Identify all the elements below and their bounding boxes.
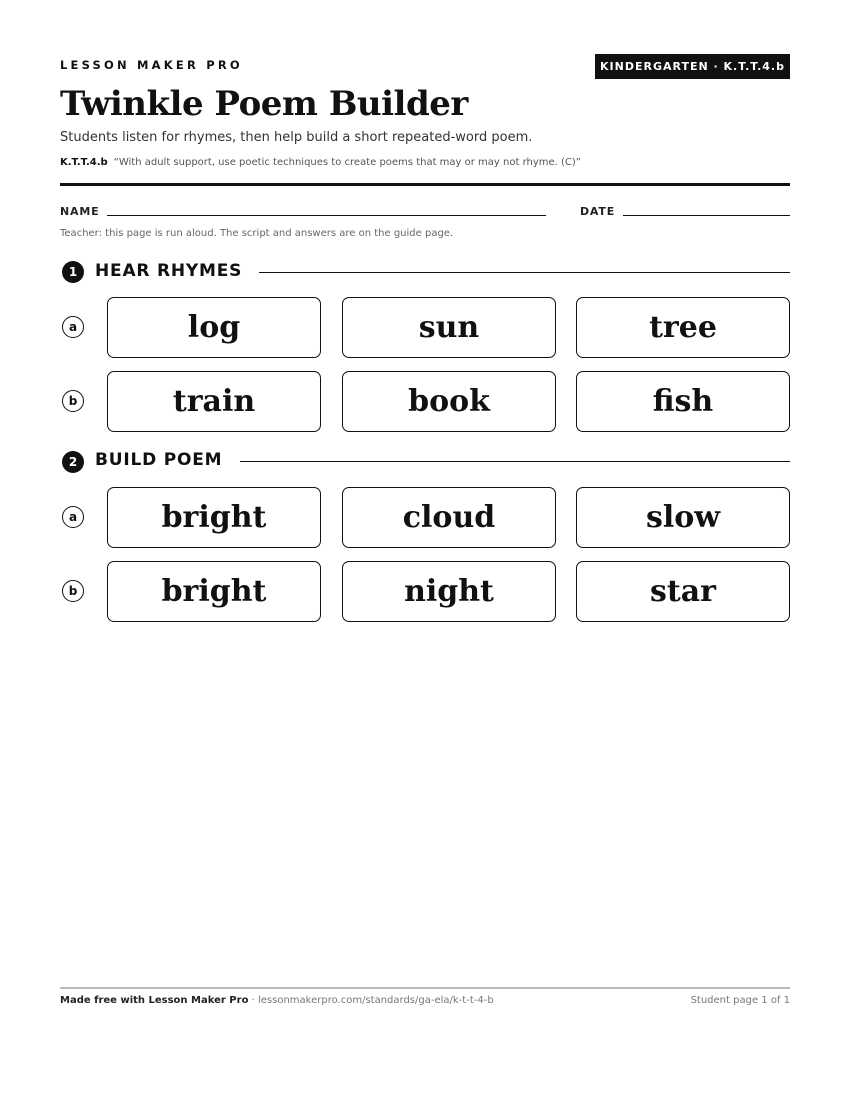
- word-card[interactable]: fish: [576, 371, 790, 432]
- word-card[interactable]: train: [107, 371, 321, 432]
- row-label-b: b: [62, 390, 84, 412]
- footer-url-link[interactable]: lessonmakerpro.com/standards/ga-ela/k-t-t-4-b: [257, 995, 494, 1006]
- word-card[interactable]: star: [576, 561, 790, 622]
- footer-credit: [60, 995, 494, 1006]
- word-card[interactable]: log: [107, 297, 321, 358]
- row-label-a: a: [62, 506, 84, 528]
- row-label-a: a: [62, 316, 84, 338]
- row-label-b: b: [62, 580, 84, 602]
- section-2-rule: [240, 461, 790, 462]
- footer-separator: ·: [248, 995, 258, 1006]
- footer-made-with: Made free with Lesson Maker Pro: [60, 995, 249, 1006]
- date-field-line[interactable]: [623, 215, 790, 216]
- date-label: DATE: [580, 205, 616, 218]
- word-card[interactable]: night: [342, 561, 556, 622]
- section-1-title: HEAR RHYMES: [95, 261, 243, 281]
- word-card[interactable]: slow: [576, 487, 790, 548]
- standard-description: [60, 157, 581, 168]
- name-label: NAME: [60, 205, 100, 218]
- section-1-number-badge: 1: [62, 261, 84, 283]
- word-card[interactable]: book: [342, 371, 556, 432]
- page-subtitle: Students listen for rhymes, then help build a short repeated-word poem.: [60, 130, 533, 145]
- section-2-number-badge: 2: [62, 451, 84, 473]
- brand-name: LESSON MAKER PRO: [60, 58, 243, 72]
- teacher-note: Teacher: this page is run aloud. The script and answers are on the guide page.: [60, 228, 454, 239]
- section-2-title: BUILD POEM: [95, 450, 223, 470]
- word-card[interactable]: bright: [107, 561, 321, 622]
- word-card[interactable]: sun: [342, 297, 556, 358]
- page-title: Twinkle Poem Builder: [60, 84, 468, 124]
- word-card[interactable]: bright: [107, 487, 321, 548]
- name-field-line[interactable]: [107, 215, 546, 216]
- header-divider: [60, 183, 790, 186]
- footer-page-number: Student page 1 of 1: [690, 995, 790, 1006]
- footer-divider: [60, 987, 790, 989]
- word-card[interactable]: cloud: [342, 487, 556, 548]
- section-1-rule: [259, 272, 790, 273]
- standard-code: K.T.T.4.b: [60, 157, 108, 168]
- grade-standard-badge: KINDERGARTEN · K.T.T.4.b: [595, 54, 790, 79]
- word-card[interactable]: tree: [576, 297, 790, 358]
- standard-text: “With adult support, use poetic techniques to create poems that may or may not rhyme. (C)”: [113, 157, 581, 168]
